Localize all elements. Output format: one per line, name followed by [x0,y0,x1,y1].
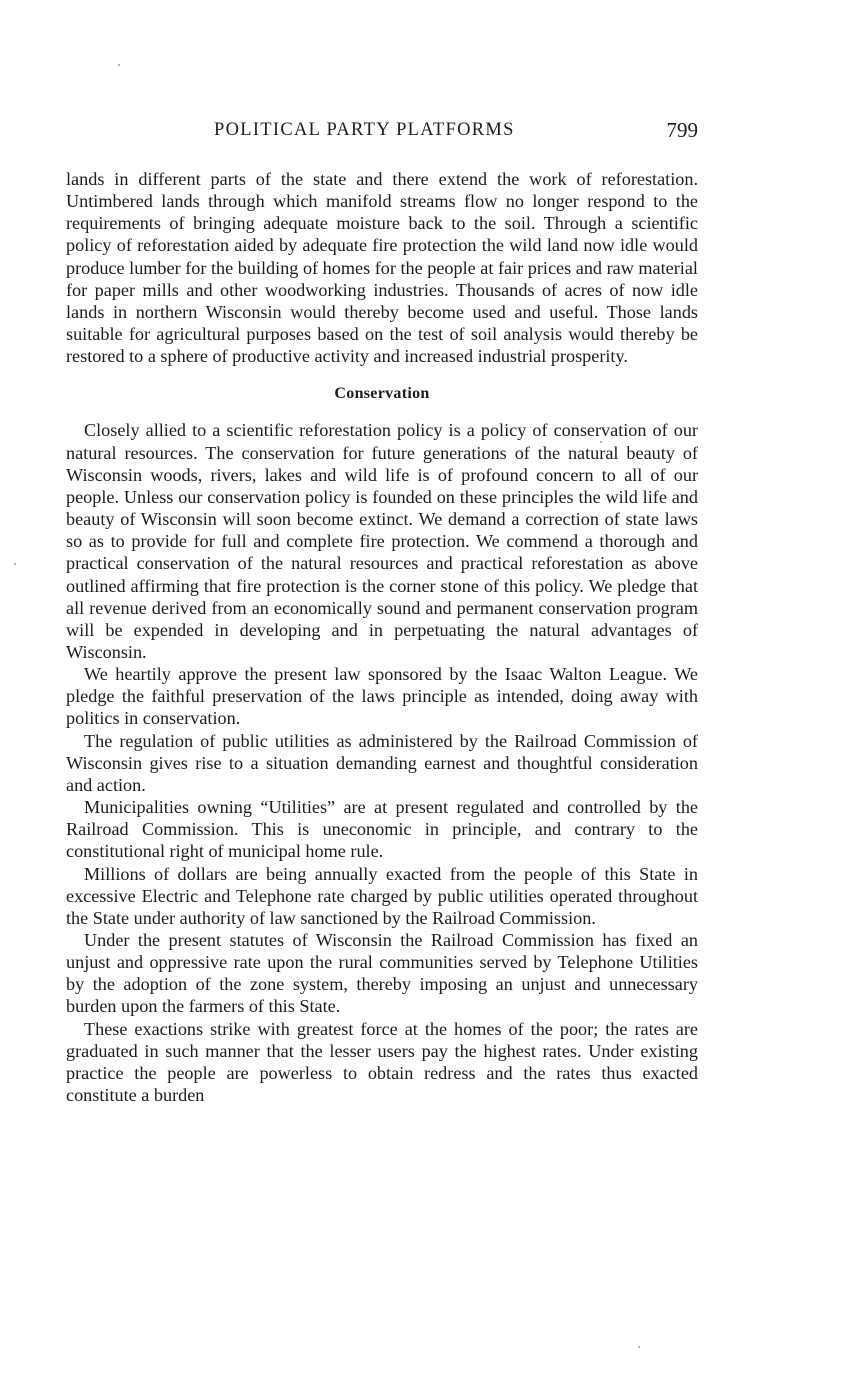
paper-speck [600,441,602,443]
body-text [66,168,698,1106]
paragraph-reforestation: lands in different parts of the state and there extend the work of reforestation. Untimbered lands through which manifold streams flow no longer respond to the requirements of bringing adequate moisture back to the soil. Through a scientific policy of reforestation aided by adequate fire protection the wild land now idle would produce lumber for the building of homes for the people at fair prices and raw material for paper mills and other woodworking industries. Thousands of acres of now idle lands in northern Wisconsin would thereby become used and useful. Those lands suitable for agricultural purposes based on the test of soil analysis would thereby be restored to a sphere of productive activity and increased industrial prosperity. [66,169,698,367]
paper-speck [118,64,120,66]
running-header [66,118,698,148]
page-number: 799 [666,118,698,142]
paper-speck [14,563,16,565]
paragraph-conservation-policy: Closely allied to a scientific reforestation policy is a policy of conservation of our natural resources. The conservation for future generations of the natural beauty of Wisconsin woods, rivers, lakes and wild life is of profound concern to all of our people. Unless our conservation policy is founded on these principles the wild life and beauty of Wisconsin will soon become extinct. We demand a correction of state laws so as to provide for full and complete fire protection. We commend a thorough and practical conservation of the natural resources and practical reforestation as above outlined affirming that fire protection is the corner stone of this policy. We pledge that all revenue derived from an economically sound and permanent conservation program will be expended in developing and in perpetuating the natural advantages of Wisconsin. [66,420,698,662]
section-heading-conservation: Conservation [334,385,430,403]
paragraph-isaac-walton-league: We heartily approve the present law sponsored by the Isaac Walton League. We pledge the faithful preservation of the laws principle as intended, doing away with politics in conservation. [66,664,698,729]
paragraph-municipal-utilities: Municipalities owning “Utilities” are at present regulated and controlled by the Railroad Commission. This is uneconomic in principle, and contrary to the constitutional right of municipal home rule. [66,797,698,862]
paragraph-exactions: These exactions strike with greatest force at the homes of the poor; the rates are graduated in such manner that the lesser users pay the highest rates. Under existing practice the people are powerless to obtain redress and the rates thus exacted constitute a burden [66,1018,698,1106]
running-title: POLITICAL PARTY PLATFORMS [214,120,515,140]
paragraph-excessive-rates: Millions of dollars are being annually exacted from the people of this State in excessive Electric and Telephone rate charged by public utilities operated throughout the State under authority of law sanctioned by the Railroad Commission. [66,863,698,928]
paragraph-telephone-zone-system: Under the present statutes of Wisconsin the Railroad Commission has fixed an unjust and oppressive rate upon the rural communities served by Telephone Utilities by the adoption of the zone system, thereby imposing an unjust and unnecessary burden upon the farmers of this State. [66,930,698,1017]
paragraph-public-utilities: The regulation of public utilities as administered by the Railroad Commission of Wisconsin gives rise to a situation demanding earnest and thoughtful consideration and action. [66,730,698,795]
paper-speck [638,1346,640,1348]
